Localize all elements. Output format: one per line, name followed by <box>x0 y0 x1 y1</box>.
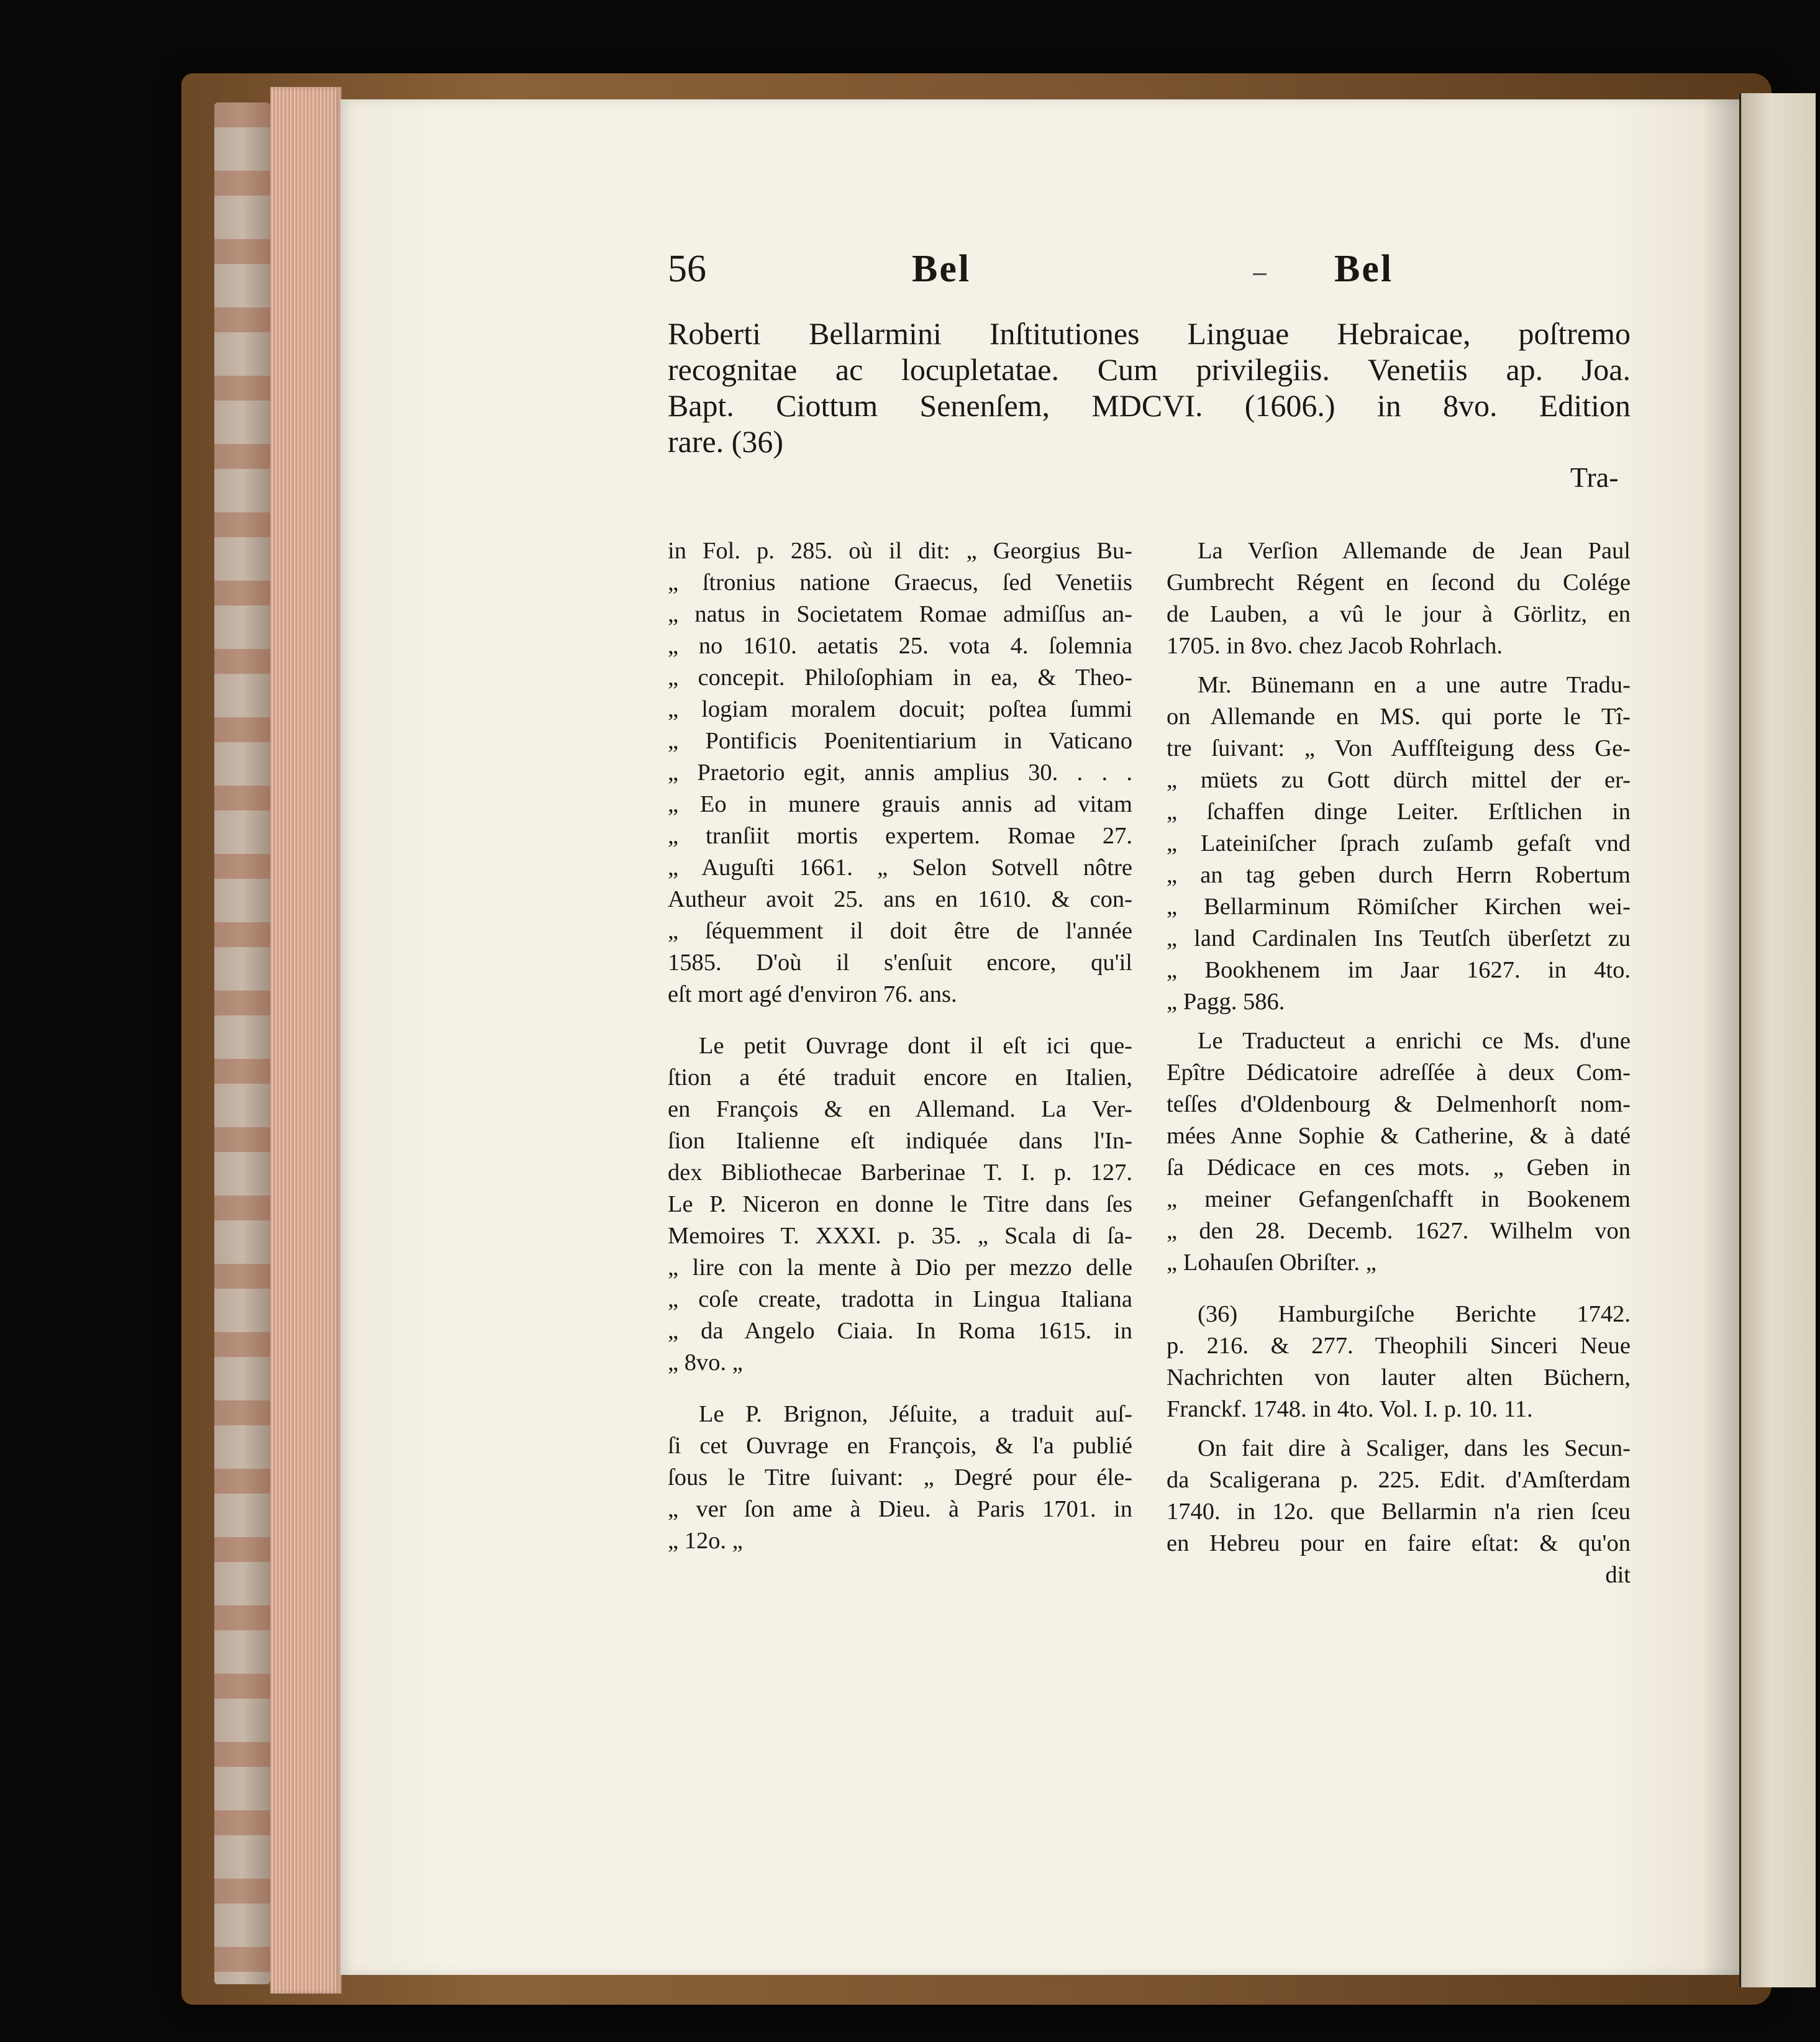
text-line: dex Bibliothecae Barberinae T. I. p. 127. <box>668 1159 1132 1186</box>
text-line: 1740. in 12o. que Bellarmin n'a rien ſceu <box>1167 1499 1631 1525</box>
text-line: „ Lateiniſcher ſprach zuſamb gefaſt vnd <box>1167 830 1631 856</box>
text-line: tre ſuivant: „ Von Auffſteigung dess Ge- <box>1167 735 1631 761</box>
left-paragraph-2 <box>668 1030 1132 1379</box>
text-line: „ land Cardinalen Ins Teutſch überſetzt zu <box>1167 925 1631 951</box>
text-line: in Fol. p. 285. où il dit: „ Georgius Bu- <box>668 538 1132 564</box>
text-line: „ Eo in munere grauis annis ad vitam <box>668 791 1132 817</box>
text-line: La Verſion Allemande de Jean Paul <box>1198 538 1631 564</box>
text-line: „ tranſiit mortis expertem. Romae 27. <box>668 823 1132 849</box>
text-line: Le petit Ouvrage dont il eſt ici que- <box>699 1033 1132 1059</box>
entry-line-1: Roberti Bellarmini Inſtitutiones Linguae Hebraicae, poſtremo <box>668 316 1631 351</box>
text-line: Autheur avoit 25. ans en 1610. & con- <box>668 886 1132 912</box>
text-line: (36) Hamburgiſche Berichte 1742. <box>1198 1301 1631 1327</box>
text-line: „ Pagg. 586. <box>1167 989 1285 1015</box>
page-number: 56 <box>668 248 706 290</box>
text-line: Memoires T. XXXI. p. 35. „ Scala di ſa- <box>668 1223 1132 1249</box>
text-line: „ lire con la mente à Dio per mezzo delle <box>668 1255 1132 1281</box>
text-line: „ 8vo. „ <box>668 1350 743 1376</box>
text-line: Nachrichten von lauter alten Büchern, <box>1167 1364 1631 1391</box>
text-line: „ ſéquemment il doit être de l'année <box>668 918 1132 944</box>
text-line: Mr. Bünemann en a une autre Tradu- <box>1198 672 1631 698</box>
text-line: „ Bookhenem im Jaar 1627. in 4to. <box>1167 957 1631 983</box>
marbled-endpaper <box>214 102 270 1984</box>
text-line: ſa Dédicace en ces mots. „ Geben in <box>1167 1155 1631 1181</box>
text-line: en François & en Allemand. La Ver- <box>668 1096 1132 1122</box>
entry-line-2: recognitae ac locupletatae. Cum privilegiis. Venetiis ap. Joa. <box>668 352 1631 387</box>
left-paragraph-1 <box>668 535 1132 1010</box>
entry-line-3: Bapt. Ciottum Senenſem, MDCVI. (1606.) in 8vo. Edition <box>668 388 1631 423</box>
text-line: Epître Dédicatoire adreſſée à deux Com- <box>1167 1060 1631 1086</box>
text-line: teſſes d'Oldenbourg & Delmenhorſt nom- <box>1167 1091 1631 1117</box>
text-line: Gumbrecht Régent en ſecond du Colége <box>1167 569 1631 596</box>
text-line: „ Praetorio egit, annis amplius 30. . . . <box>668 760 1132 786</box>
text-line: „ logiam moralem docuit; poſtea ſummi <box>668 696 1132 722</box>
text-line: eſt mort agé d'environ 76. ans. <box>668 981 957 1007</box>
left-running-head: Bel <box>912 248 971 290</box>
text-line: Franckf. 1748. in 4to. Vol. I. p. 10. 11. <box>1167 1396 1533 1422</box>
text-line: en Hebreu pour en faire eſtat: & qu'on <box>1167 1530 1631 1556</box>
text-line: „ ver ſon ame à Dieu. à Paris 1701. in <box>668 1496 1132 1522</box>
text-line: p. 216. & 277. Theophili Sinceri Neue <box>1167 1333 1631 1359</box>
page-edges <box>270 87 342 1994</box>
right-running-head: Bel <box>1334 248 1394 290</box>
right-paragraph-1 <box>1167 535 1631 662</box>
entry-line-4: rare. (36) <box>668 424 783 459</box>
facing-page-edge <box>1739 93 1816 1987</box>
text-line: „ coſe create, tradotta in Lingua Italiana <box>668 1286 1132 1312</box>
text-line: „ den 28. Decemb. 1627. Wilhelm von <box>1167 1218 1631 1244</box>
text-line: „ no 1610. aetatis 25. vota 4. ſolemnia <box>668 633 1132 659</box>
left-column <box>668 535 1132 1557</box>
text-line: ſion Italienne eſt indiquée dans l'In- <box>668 1128 1132 1154</box>
page-catchword: dit <box>1605 1562 1631 1588</box>
text-line: on Allemande en MS. qui porte le Tî- <box>1167 704 1631 730</box>
right-paragraph-4 <box>1167 1433 1631 1591</box>
text-line: „ ſtronius natione Graecus, ſed Venetiis <box>668 569 1132 596</box>
text-line: „ meiner Gefangenſchafft in Bookenem <box>1167 1186 1631 1212</box>
text-line: „ Bellarminum Römiſcher Kirchen wei- <box>1167 894 1631 920</box>
text-line: mées Anne Sophie & Catherine, & à daté <box>1167 1123 1631 1149</box>
text-line: „ an tag geben durch Herrn Robertum <box>1167 862 1631 888</box>
text-line: „ Pontificis Poenitentiarium in Vaticano <box>668 728 1132 754</box>
text-line: ſi cet Ouvrage en François, & l'a publié <box>668 1433 1132 1459</box>
text-line: 1585. D'où il s'enſuit encore, qu'il <box>668 950 1132 976</box>
text-line: „ Auguſti 1661. „ Selon Sotvell nôtre <box>668 855 1132 881</box>
text-line: „ ſchaffen dinge Leiter. Erſtlichen in <box>1167 799 1631 825</box>
right-paragraph-3 <box>1167 1025 1631 1279</box>
text-line: 1705. in 8vo. chez Jacob Rohrlach. <box>1167 633 1503 659</box>
text-line: „ 12o. „ <box>668 1528 743 1554</box>
text-line: ſtion a été traduit encore en Italien, <box>668 1064 1132 1091</box>
text-line: „ Lohauſen Obriſter. „ <box>1167 1250 1376 1276</box>
text-line: ſous le Titre ſuivant: „ Degré pour éle- <box>668 1464 1132 1491</box>
left-paragraph-3 <box>668 1399 1132 1557</box>
text-line: „ da Angelo Ciaia. In Roma 1615. in <box>668 1318 1132 1344</box>
text-line: de Lauben, a vû le jour à Görlitz, en <box>1167 601 1631 627</box>
header-dash <box>1253 273 1267 275</box>
text-line: da Scaligerana p. 225. Edit. d'Amſterdam <box>1167 1467 1631 1493</box>
entry-catchword: Tra- <box>1570 461 1619 493</box>
text-line: „ natus in Societatem Romae admiſſus an- <box>668 601 1132 627</box>
text-line: Le P. Niceron en donne le Titre dans ſes <box>668 1191 1132 1217</box>
footnote-36 <box>1167 1299 1631 1425</box>
text-line: Le Traducteut a enrichi ce Ms. d'une <box>1198 1028 1631 1054</box>
right-column <box>1167 535 1631 1591</box>
text-line: „ müets zu Gott dürch mittel der er- <box>1167 767 1631 793</box>
text-line: On fait dire à Scaliger, dans les Secun- <box>1198 1435 1631 1461</box>
text-line: „ concepit. Philoſophiam in ea, & Theo- <box>668 665 1132 691</box>
right-paragraph-2 <box>1167 669 1631 1018</box>
text-line: Le P. Brignon, Jéſuite, a traduit auſ- <box>699 1401 1132 1427</box>
